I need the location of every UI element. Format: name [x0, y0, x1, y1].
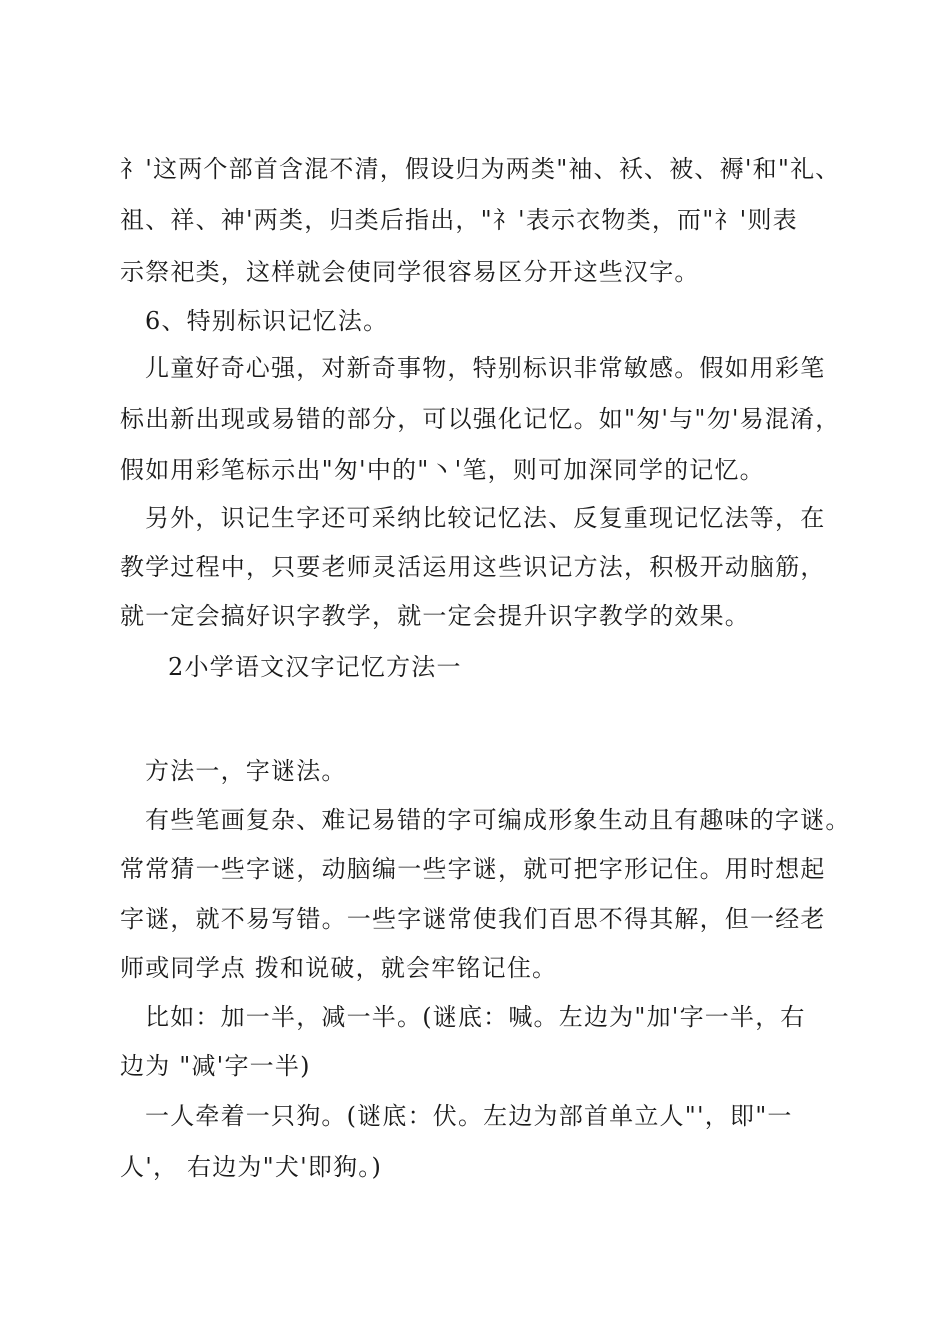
section-title: 2小学语文汉字记忆方法一: [168, 653, 462, 681]
paragraph-line: 比如：加一半，减一半。(谜底：喊。左边为"加'字一半，右: [145, 1003, 806, 1031]
paragraph-line: 一人牵着一只狗。(谜底：伏。左边为部首单立人"'，即"一: [145, 1102, 793, 1130]
paragraph-line: 边为 "减'字一半): [120, 1052, 311, 1080]
section-heading: 方法一，字谜法。: [145, 757, 347, 785]
section-heading: 6、特别标识记忆法。: [145, 307, 389, 335]
paragraph-line: 另外，识记生字还可采纳比较记忆法、反复重现记忆法等，在: [145, 504, 826, 532]
paragraph-line: 常常猜一些字谜，动脑编一些字谜，就可把字形记住。用时想起: [120, 855, 826, 883]
paragraph-line: 祖、祥、神'两类，归类后指出，"礻'表示衣物类，而"礻'则表: [120, 206, 798, 234]
paragraph-line: 假如用彩笔标示出"匆'中的"丶'笔，则可加深同学的记忆。: [120, 456, 765, 484]
paragraph-line: 字谜，就不易写错。一些字谜常使我们百思不得其解，但一经老: [120, 905, 826, 933]
paragraph-line: 教学过程中，只要老师灵活运用这些识记方法，积极开动脑筋，: [120, 553, 826, 581]
paragraph-line: 人'， 右边为"犬'即狗。): [120, 1153, 383, 1181]
paragraph-line: 就一定会搞好识字教学，就一定会提升识字教学的效果。: [120, 602, 750, 630]
paragraph-line: 标出新出现或易错的部分，可以强化记忆。如"匆'与"勿'易混淆，: [120, 405, 841, 433]
paragraph-line: 礻'这两个部首含混不清，假设归为两类"袖、袄、被、褥'和"礼、: [120, 155, 841, 183]
paragraph-line: 有些笔画复杂、难记易错的字可编成形象生动且有趣味的字谜。: [145, 806, 851, 834]
paragraph-line: 示祭祀类，这样就会使同学很容易区分开这些汉字。: [120, 258, 700, 286]
paragraph-line: 儿童好奇心强，对新奇事物，特别标识非常敏感。假如用彩笔: [145, 354, 826, 382]
paragraph-line: 师或同学点 拨和说破，就会牢铭记住。: [120, 954, 558, 982]
